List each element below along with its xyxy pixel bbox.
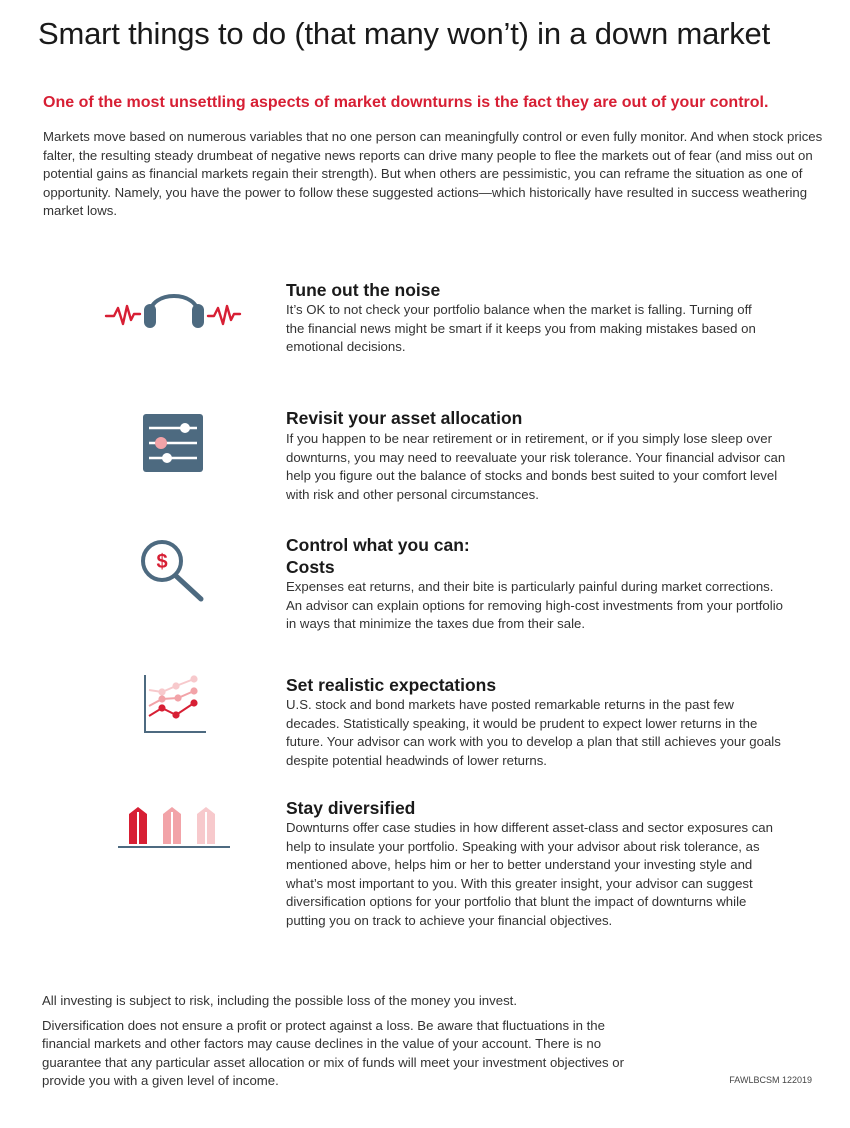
section-body: If you happen to be near retirement or in retirement, or if you simply lose sleep over downturns, you may need to reevaluate your risk tolerance. Your financial advisor can help you figure out the balance of stocks and bonds best suited to your comfort level with risk and other personal circumstances. [286, 431, 786, 502]
section-title: Tune out the noise [286, 280, 441, 300]
section-body: Downturns offer case studies in how different asset-class and sector exposures can help to insulate your portfolio. Speaking with your advisor about risk tolerance, as mentioned above, helps him or her to better understand your investing style and what’s most important to you. With this greater insight, your advisor can suggest diversification options for your portfolio that blunt the impact of downturns while putting you on track to achieve your financial objectives. [286, 820, 773, 928]
section-title: Revisit your asset allocation [286, 408, 523, 428]
section-title: Stay diversified [286, 798, 416, 818]
headphones-icon [104, 280, 244, 336]
section-title-line1: Control what you can: [286, 535, 470, 555]
section-title-line2: Costs [286, 557, 335, 577]
section-body: Expenses eat returns, and their bite is particularly painful during market corrections. An advisor can explain options for removing high-cost investments from your portfolio in ways that minimize the taxes due from their sale. [286, 579, 783, 632]
section-title: Set realistic expectations [286, 675, 497, 695]
lead-statement: One of the most unsettling aspects of market downturns is the fact they are out of your control. [43, 94, 769, 111]
risk-disclosure: All investing is subject to risk, including the possible loss of the money you invest. [42, 993, 517, 1008]
diversification-disclosure: Diversification does not ensure a profit or protect against a loss. Be aware that fluctuations in the financial markets and other factors may cause declines in the value of your account. There is no guarantee that any particular asset allocation or mix of funds will meet your investment objectives or provide you with a given level of income. [42, 1018, 625, 1088]
magnifier-dollar-icon [138, 537, 208, 603]
diversified-blocks-icon [118, 804, 230, 850]
intro-paragraph: Markets move based on numerous variables that no one person can meaningfully control or even fully monitor. And when stock prices falter, the resulting steady drumbeat of negative news reports can drive many people to flee the markets out of fear (and miss out on potential gains as financial markets regain their strength). But when others are pessimistic, you can reframe the situation as one of opportunity. Namely, you have the power to follow these suggested actions—which historically have resulted in success weathering market lows. [43, 129, 823, 219]
line-chart-icon [142, 672, 208, 734]
document-code: FAWLBCSM 122019 [729, 1075, 812, 1085]
page-title: Smart things to do (that many won’t) in a down market [38, 16, 771, 51]
section-body: U.S. stock and bond markets have posted remarkable returns in the past few decades. Statistically speaking, it would be prudent to expect lower returns in the future. Your advisor can work with you to develop a plan that still achieves your goals despite potential headwinds of lower returns. [286, 697, 781, 768]
svg-text:$: $ [156, 551, 168, 573]
section-body: It’s OK to not check your portfolio balance when the market is falling. Turning off the financial news might be smart if it keeps you from making mistakes based on emotional decisions. [286, 302, 756, 355]
sliders-icon [143, 414, 203, 472]
